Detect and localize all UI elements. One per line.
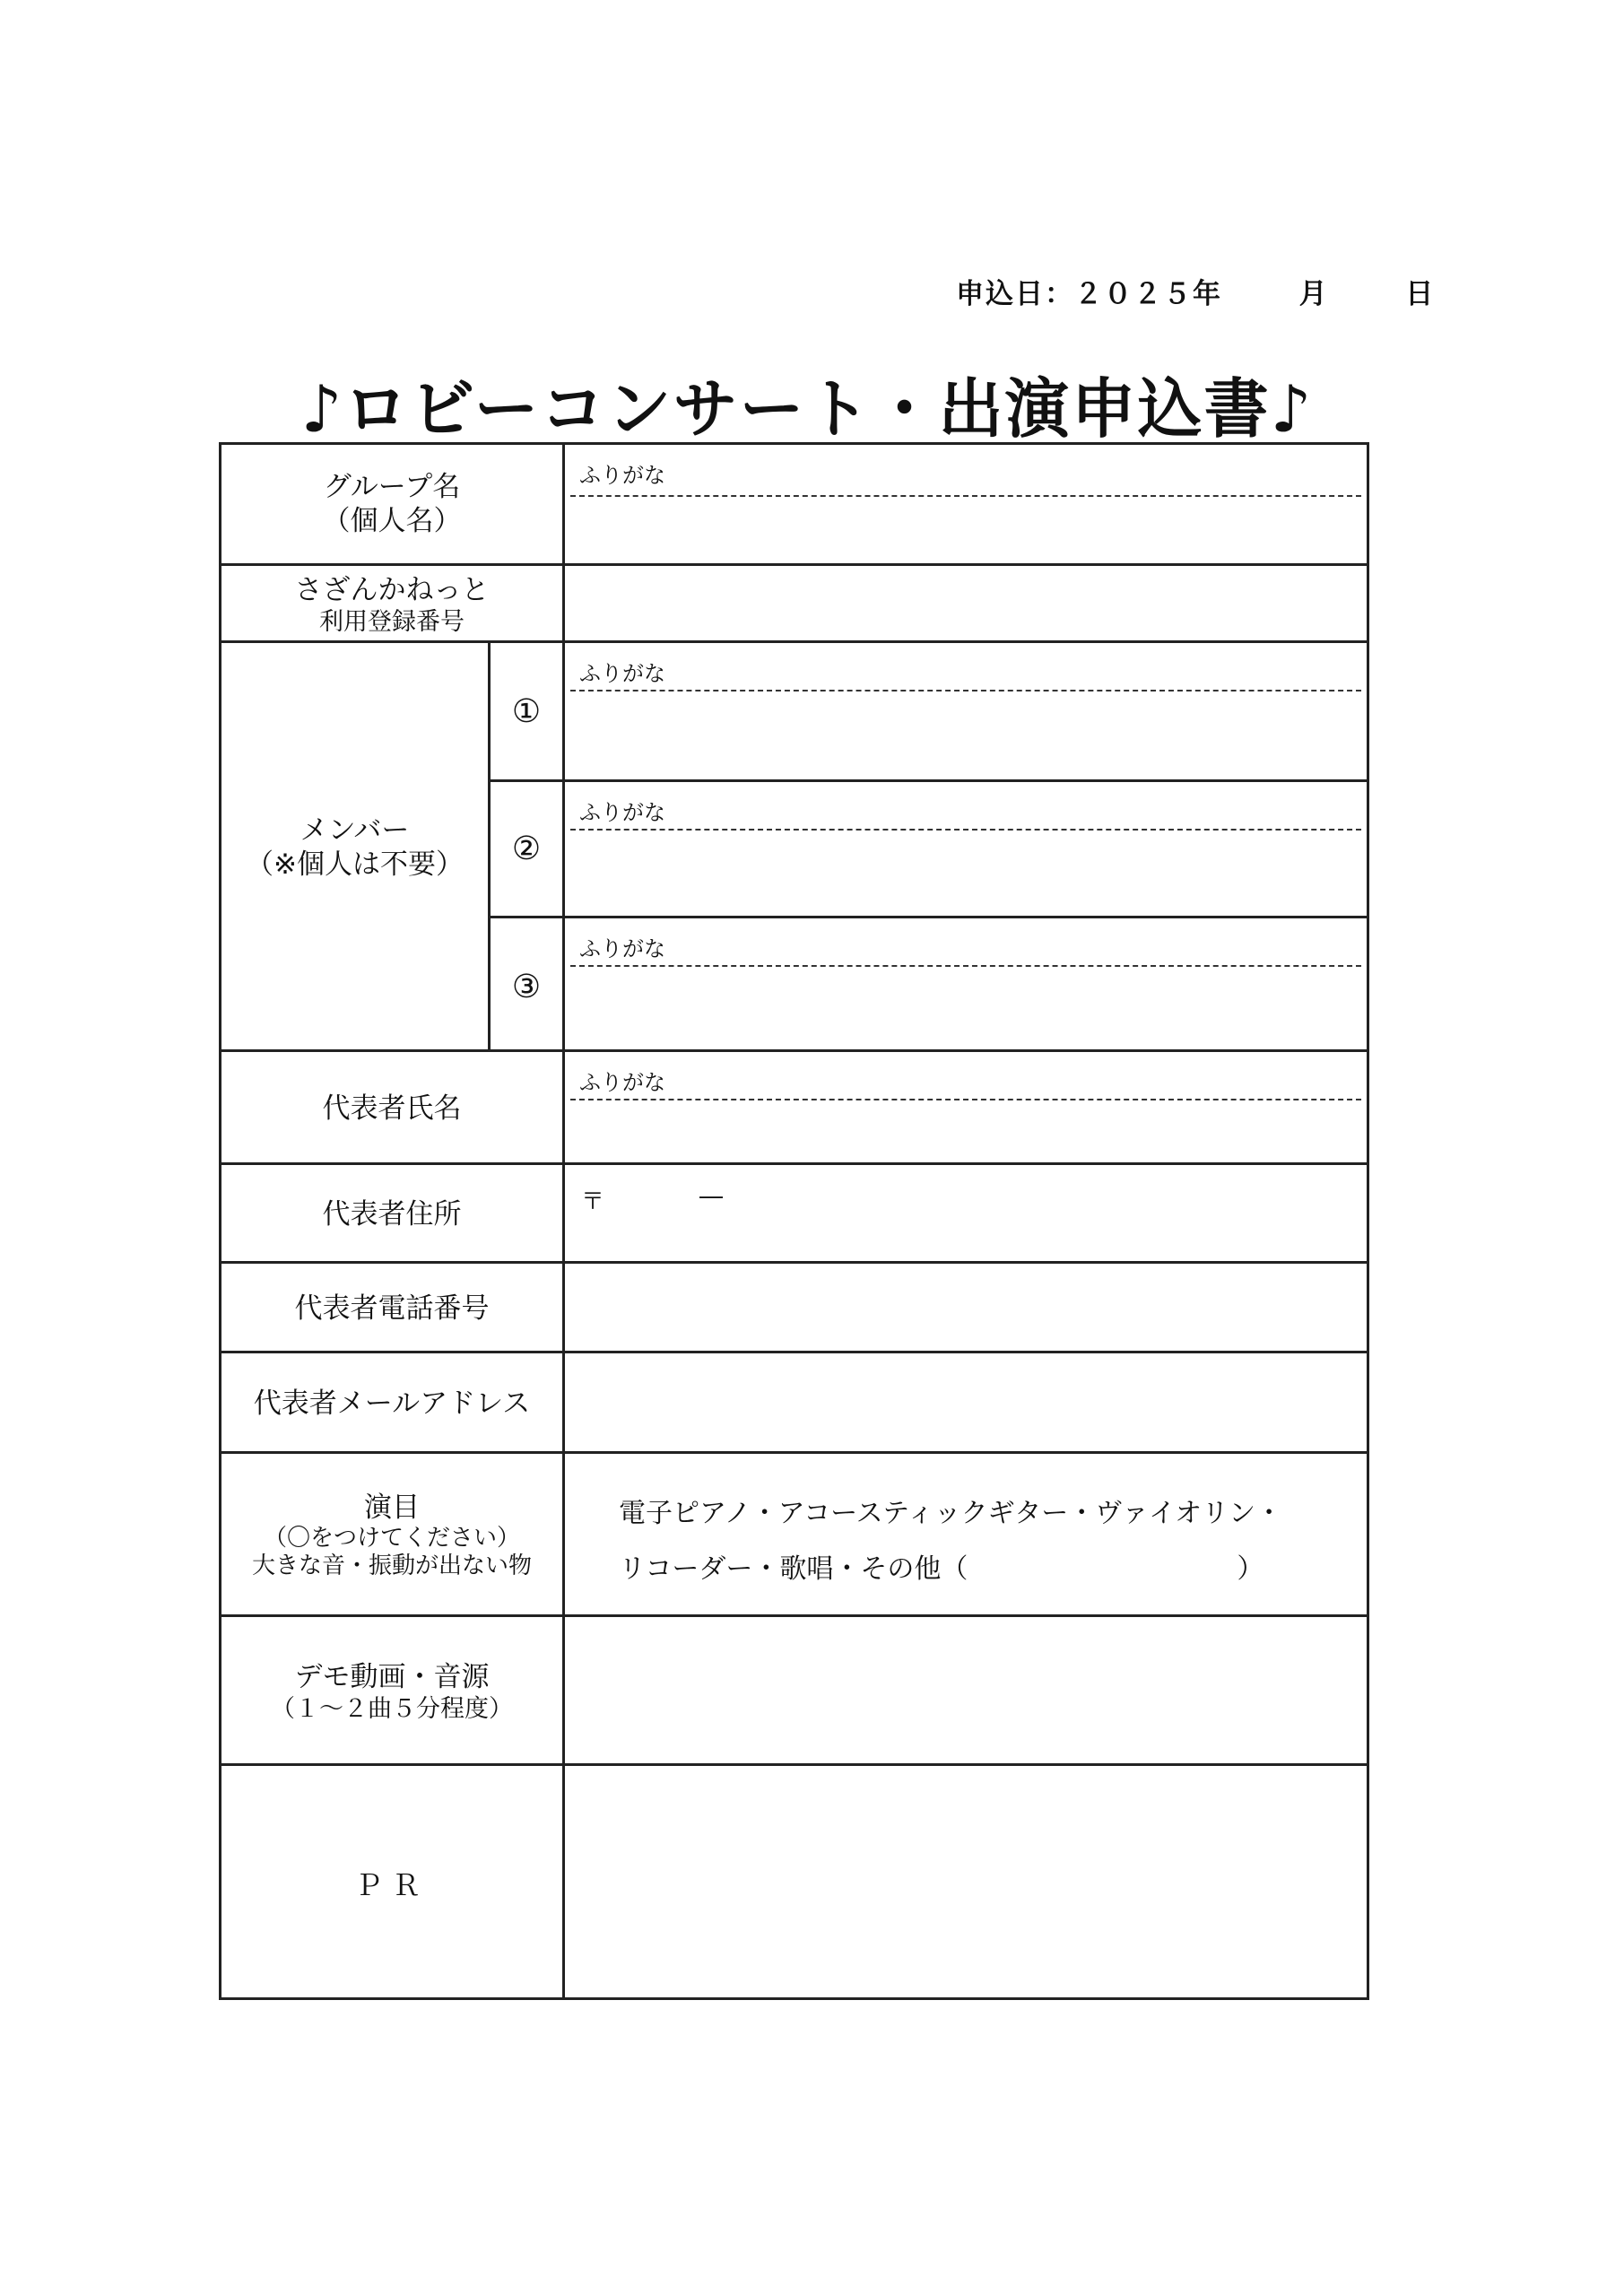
pr-label: ＰＲ bbox=[353, 1867, 430, 1902]
furigana-divider bbox=[570, 1099, 1361, 1100]
rep-name-field[interactable] bbox=[565, 1052, 1367, 1165]
row-registration-number bbox=[221, 563, 1367, 643]
member-number-1: ① bbox=[491, 643, 565, 779]
furigana-divider bbox=[570, 690, 1361, 691]
program-condition-label: 大きな音・振動が出ない物 bbox=[251, 1552, 532, 1579]
member-1-field[interactable] bbox=[565, 643, 1367, 779]
furigana-divider bbox=[570, 495, 1361, 497]
furigana-divider bbox=[570, 829, 1361, 831]
rep-address-field[interactable] bbox=[565, 1165, 1367, 1264]
date-year-label: 申込日：２０２５年 bbox=[956, 278, 1222, 310]
furigana-divider bbox=[570, 965, 1361, 967]
row-pr bbox=[221, 1763, 1367, 2000]
row-representative-address bbox=[221, 1162, 1367, 1264]
label-rep-address bbox=[221, 1165, 565, 1264]
group-name-label: グループ名 bbox=[323, 471, 461, 503]
row-group-name bbox=[221, 445, 1367, 563]
program-instruction-label: （〇をつけてください） bbox=[263, 1525, 520, 1552]
row-representative-name bbox=[221, 1049, 1367, 1165]
program-field[interactable] bbox=[565, 1454, 1367, 1617]
registration-number-label: 利用登録番号 bbox=[319, 607, 465, 636]
member-row-3 bbox=[491, 916, 1367, 1055]
row-members bbox=[221, 640, 1367, 1052]
label-rep-phone bbox=[221, 1264, 565, 1353]
rep-phone-field[interactable] bbox=[565, 1264, 1367, 1353]
date-month-label: 月 bbox=[1298, 278, 1329, 310]
demo-label: デモ動画・音源 bbox=[294, 1660, 490, 1693]
program-options-line-2-text: リコーダー・歌唱・その他（ bbox=[619, 1553, 968, 1585]
rep-phone-label: 代表者電話番号 bbox=[294, 1292, 490, 1325]
label-rep-email bbox=[221, 1353, 565, 1454]
member-number-2: ② bbox=[491, 782, 565, 916]
members-label: メンバー bbox=[300, 814, 410, 847]
label-demo bbox=[221, 1617, 565, 1766]
rep-address-label: 代表者住所 bbox=[322, 1198, 462, 1231]
sazanka-net-label: さざんかねっと bbox=[294, 573, 490, 606]
individual-name-label: （個人名） bbox=[322, 505, 462, 537]
pr-field[interactable] bbox=[565, 1766, 1367, 2000]
furigana-label: ふりがな bbox=[579, 661, 665, 686]
row-program bbox=[221, 1451, 1367, 1617]
label-pr bbox=[221, 1766, 565, 2000]
rep-name-label: 代表者氏名 bbox=[322, 1092, 462, 1125]
row-representative-phone bbox=[221, 1261, 1367, 1353]
demo-duration-label: （１～２曲５分程度） bbox=[271, 1694, 513, 1723]
member-3-field[interactable] bbox=[565, 918, 1367, 1055]
registration-number-field[interactable] bbox=[565, 566, 1367, 643]
postal-dash: ― bbox=[699, 1183, 723, 1210]
row-demo bbox=[221, 1614, 1367, 1766]
label-program bbox=[221, 1454, 565, 1617]
application-form bbox=[219, 442, 1369, 2000]
row-representative-email bbox=[221, 1351, 1367, 1454]
group-name-field[interactable] bbox=[565, 445, 1367, 563]
program-options bbox=[619, 1486, 1282, 1597]
member-row-1 bbox=[491, 643, 1367, 779]
rep-email-field[interactable] bbox=[565, 1353, 1367, 1454]
label-rep-name bbox=[221, 1052, 565, 1165]
furigana-label: ふりがな bbox=[579, 936, 665, 961]
page-title: ♪ロビーコンサート・出演申込書♪ bbox=[300, 371, 1314, 447]
program-options-line-1: 電子ピアノ・アコースティックギター・ヴァイオリン・ bbox=[619, 1498, 1283, 1529]
members-note-label: （※個人は不要） bbox=[246, 848, 464, 881]
label-registration bbox=[221, 566, 565, 643]
postal-mark: 〒 bbox=[581, 1188, 605, 1215]
program-options-line-2 bbox=[619, 1542, 1282, 1597]
furigana-label: ふりがな bbox=[579, 463, 665, 488]
member-2-field[interactable] bbox=[565, 782, 1367, 916]
date-day-label: 日 bbox=[1405, 278, 1436, 310]
label-members bbox=[221, 643, 491, 1052]
application-date bbox=[956, 271, 1435, 311]
rep-email-label: 代表者メールアドレス bbox=[253, 1387, 531, 1420]
program-label: 演目 bbox=[364, 1492, 420, 1524]
member-number-3: ③ bbox=[491, 918, 565, 1055]
furigana-label: ふりがな bbox=[579, 800, 665, 825]
label-group-name bbox=[221, 445, 565, 563]
program-other-close-paren: ） bbox=[1237, 1553, 1264, 1585]
furigana-label: ふりがな bbox=[579, 1070, 665, 1095]
member-row-2 bbox=[491, 779, 1367, 916]
demo-field[interactable] bbox=[565, 1617, 1367, 1766]
